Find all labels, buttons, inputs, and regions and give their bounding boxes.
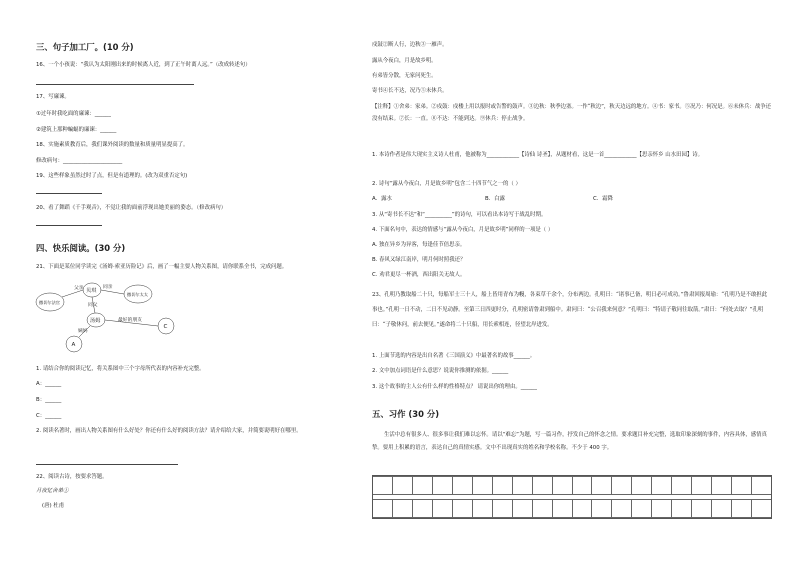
diagram-node-polly: 撒切尔太太 xyxy=(127,292,148,297)
diagram-node-judge: 撒切尔法官 xyxy=(39,300,60,305)
poem-q4: 4. 下面名句中，表达的情感与“露从今夜白，月是故乡明”同样的一项是（ ） xyxy=(372,227,554,233)
answer-a: A：______ xyxy=(36,381,62,387)
writing-grid[interactable] xyxy=(372,475,772,519)
q23-passage: 23、孔明乃教取船二十只，每船军士三十人，船上皆用青布为幔，各束草千余个，分布两边。孔明曰：“诸事已备，明日必可成功。”鲁肃回报周瑜：“孔明乃是不敢担此事也。”孔明一日不动，二日不见动静。至第三日四更时分，孔明密请鲁肃到船中。肃问曰：“公召我来何意？”孔明曰：“特请子敬同往取箭。”肃曰：“何处去取？”孔明曰：“子敬休问，前去便见。”遂命将二十只船，用长索相连，径望北岸进发。 xyxy=(372,292,768,328)
q21-sub2-answer-line[interactable] xyxy=(36,464,178,465)
q17-item2: ②建筑上那种蝙蝠的廉谏：______ xyxy=(36,127,117,133)
essay-prompt: 生活中总有很多人、很多事让我们难以忘怀。请以“难忘”为题，写一篇习作，抒发自己的怀念之情。要求题目补充完整，选取印象深刻的事件，内容具体，感情真挚。要用上积累的语言，表达自己的真情实感。文中不出现真实的姓名和学校名称。不少于 400 字。 xyxy=(372,432,767,451)
poem-q1: 1. 本诗作者是伟大现实主义诗人杜甫，他被称为____________【诗仙 诗圣】，从题材看，这是一首____________【思亲怀乡 山水田园】诗。 xyxy=(372,152,704,158)
poem-line-1: 戍鼓②断人行，边秋③一雁声。 xyxy=(372,42,448,48)
poem-notes: 【注释】①舍弟：家弟。②戍鼓：戍楼上用以报时或告警的鼓声。③边秋：秋季边塞。一作“秋边”，秋天边远的地方。④书：家书。⑤况乃：何况是。⑥未休兵：战争还没有结束。⑦长：一直。⑧不达：不能到达。⑨休兵：停止战争。 xyxy=(372,104,772,122)
q18-fix: 修改病句：______________________ xyxy=(36,158,123,164)
q19-answer-line[interactable] xyxy=(36,193,102,194)
q18-text: 18、实施素质教育后，我们课外阅读的数量和质量明显提高了。 xyxy=(36,142,189,148)
q19-text: 19、这些样象虽然过时了点，但是有道理的。(改为双重否定句) xyxy=(36,173,188,179)
q23-sub1: 1. 上面节选的内容是出自名著《三国演义》中最著名的故事______。 xyxy=(372,353,536,359)
poem-author: (唐) 杜甫 xyxy=(42,503,65,509)
q21-text: 21、下面是某位同学读完《汤姆·索亚历险记》后，画了一幅主要人物关系图，请你联系全书，完成问题。 xyxy=(36,264,288,270)
q17-item1: ①过年时我吃面的廉谏：______ xyxy=(36,111,111,117)
diagram-label-friend: 最好的朋友 xyxy=(118,318,142,323)
answer-b: B：______ xyxy=(36,397,62,403)
q17-text: 17、写廉谏。 xyxy=(36,94,70,100)
poem-q2: 2. 诗句“露从今夜白，月是故乡明”包含二十四节气之一的（ ） xyxy=(372,181,521,187)
poem-q4-option-c: C. 劝君更尽一杯酒，西出阳关无故人。 xyxy=(372,272,466,278)
poem-line-3: 有弟皆分散，无家问死生。 xyxy=(372,73,437,79)
poem-q4-option-a: A. 独在异乡为异客，每逢佳节倍思亲。 xyxy=(372,242,466,248)
poem-title: 月夜忆舍弟① xyxy=(36,488,69,494)
q20-answer-line[interactable] xyxy=(36,225,102,226)
poem-line-4: 寄书④长不达，况乃⑤未休兵。 xyxy=(372,88,448,94)
poem-q2-option-b: B．白露 xyxy=(485,196,505,202)
relationship-diagram xyxy=(30,276,190,356)
writing-grid-row-2 xyxy=(373,499,771,518)
q22-text: 22、阅读古诗，按要求答题。 xyxy=(36,474,108,480)
diagram-label-father: 父亲 xyxy=(74,286,84,291)
q23-sub2: 2. 文中加点词语是什么意思？说说你推测的依据。______ xyxy=(372,368,509,374)
q16-text: 16、一个小孩说：“我认为太阳刚出来的时候离人近，到了正午时离人远。”（改成转述句） xyxy=(36,62,251,68)
diagram-node-tom: 汤姆 xyxy=(90,318,101,324)
q16-answer-line[interactable] xyxy=(36,84,194,85)
q21-sub1: 1. 请结合你的阅读记忆，将关系图中三个字母所代表的内容补充完整。 xyxy=(36,366,205,372)
diagram-node-b: 贝琪 xyxy=(86,288,97,294)
section4-title: 四、快乐阅读。(30 分) xyxy=(36,243,126,253)
diagram-node-a: A xyxy=(71,342,76,348)
q23-sub3: 3. 这个故事的主人公有什么样的性格特点？ 请说出你的理由。______ xyxy=(372,384,537,390)
poem-q2-option-c: C．霜降 xyxy=(593,196,613,202)
q21-sub2: 2. 阅读名著时，画出人物关系图有什么好处？你还有什么好的阅读方法？请介绍给大家，并简要说明好在哪里。 xyxy=(36,428,302,434)
section5-title: 五、习作 (30 分) xyxy=(372,409,440,419)
diagram-label-aunt: 姨妈 xyxy=(78,329,88,334)
diagram-label-mother: 同亲 xyxy=(103,285,113,290)
diagram-node-c: C xyxy=(163,324,168,330)
q20-text: 20、看了舞蹈《千手观音》，不觉让我的面前浮现出她美丽的姿态。（修改病句） xyxy=(36,205,227,211)
diagram-label-sibling: 同父 xyxy=(88,303,98,308)
poem-q4-option-b: B. 春风又绿江南岸，明月何时照我还？ xyxy=(372,257,466,263)
poem-q3: 3. 从“寄书长不达”和“__________”的诗句，可以看出本诗写于战乱时期。 xyxy=(372,212,547,218)
writing-grid-row-1 xyxy=(373,476,771,495)
answer-c: C：______ xyxy=(36,413,62,419)
section3-title: 三、句子加工厂。(10 分) xyxy=(36,42,134,52)
poem-q2-option-a: A．露水 xyxy=(372,196,392,202)
poem-line-2: 露从今夜白，月是故乡明。 xyxy=(372,58,437,64)
